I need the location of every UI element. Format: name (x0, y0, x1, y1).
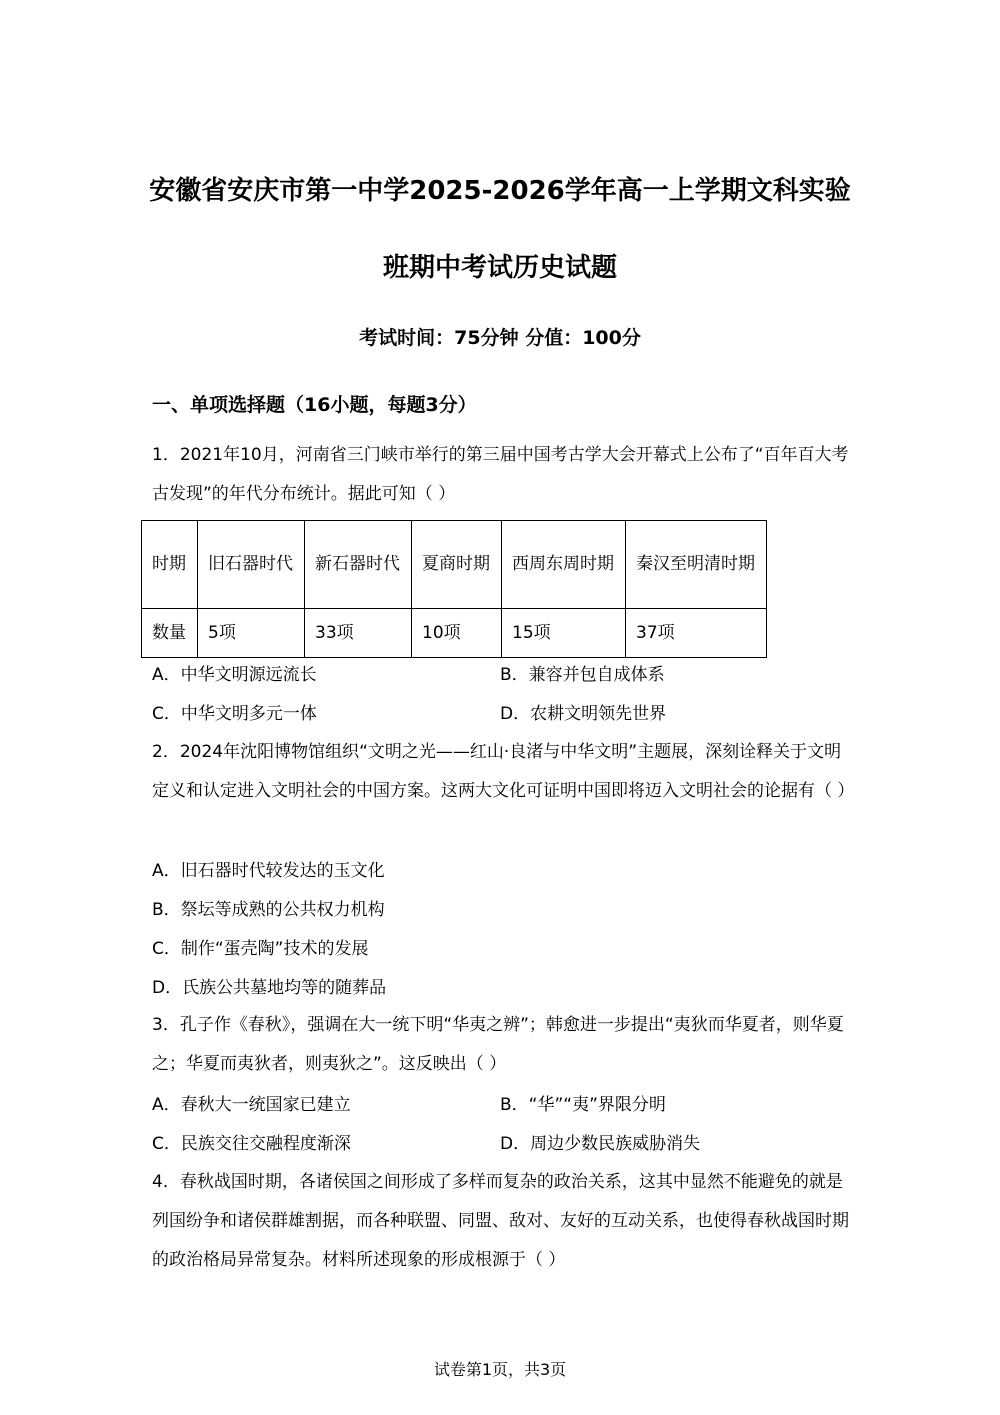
question-2-stem: 2．2024年沈阳博物馆组织“文明之光——红山·良渚与中华文明”主题展，深刻诠释关于文明定义和认定进入文明社会的中国方案。这两大文化可证明中国即将迈入文明社会的论据有（ ） (152, 742, 855, 801)
table-cell: 5项 (198, 609, 305, 658)
question-3-stem: 3．孔子作《春秋》，强调在大一统下明“华夷之辨”；韩愈进一步提出“夷狄而华夏者，则华夏之；华夏而夷狄者，则夷狄之”。这反映出（ ） (152, 1015, 844, 1074)
table-cell: 37项 (626, 609, 767, 658)
question-1-option-d: D．农耕文明领先世界 (500, 704, 667, 724)
page-footer: 试卷第1页，共3页 (433, 1360, 567, 1379)
table-cell: 新石器时代 (305, 521, 412, 609)
table-cell: 夏商时期 (412, 521, 502, 609)
exam-title-line1: 安徽省安庆市第一中学2025-2026学年高一上学期文科实验 (149, 176, 851, 206)
question-2-option-d: D．氏族公共墓地均等的随葬品 (152, 978, 387, 998)
question-4-stem: 4．春秋战国时期，各诸侯国之间形成了多样而复杂的政治关系，这其中显然不能避免的就是列国纷争和诸侯群雄割据，而各种联盟、同盟、敌对、友好的互动关系，也使得春秋战国时期的政治格局异常复杂。材料所述现象的形成根源于（ ） (152, 1172, 849, 1270)
question-3-option-c: C．民族交往交融程度渐深 (152, 1134, 351, 1154)
question-3-option-d: D．周边少数民族威胁消失 (500, 1134, 701, 1154)
question-1-stem: 1．2021年10月，河南省三门峡市举行的第三届中国考古学大会开幕式上公布了“百年百大考古发现”的年代分布统计。据此可知（ ） (152, 445, 849, 504)
question-2-option-c: C．制作“蛋壳陶”技术的发展 (152, 939, 369, 959)
question-3-option-b: B．“华”“夷”界限分明 (500, 1095, 666, 1115)
section-heading: 一、单项选择题（16小题，每题3分） (152, 394, 477, 416)
exam-title-line2: 班期中考试历史试题 (382, 253, 617, 283)
question-1-table (141, 520, 767, 658)
question-2-option-a: A．旧石器时代较发达的玉文化 (152, 861, 385, 881)
table-cell: 西周东周时期 (502, 521, 626, 609)
question-1-option-c: C．中华文明多元一体 (152, 704, 317, 724)
question-2-option-b: B．祭坛等成熟的公共权力机构 (152, 900, 385, 920)
exam-time-and-score: 考试时间：75分钟 分值：100分 (359, 327, 641, 349)
table-cell: 15项 (502, 609, 626, 658)
table-data-row (142, 609, 767, 658)
table-header-row (142, 521, 767, 609)
table-cell: 秦汉至明清时期 (626, 521, 767, 609)
table-cell: 旧石器时代 (198, 521, 305, 609)
table-cell: 数量 (142, 609, 198, 658)
question-1-option-b: B．兼容并包自成体系 (500, 665, 665, 685)
table-cell: 10项 (412, 609, 502, 658)
table-cell: 33项 (305, 609, 412, 658)
question-1-option-a: A．中华文明源远流长 (152, 665, 317, 685)
question-3-option-a: A．春秋大一统国家已建立 (152, 1095, 351, 1115)
table-cell: 时期 (142, 521, 198, 609)
